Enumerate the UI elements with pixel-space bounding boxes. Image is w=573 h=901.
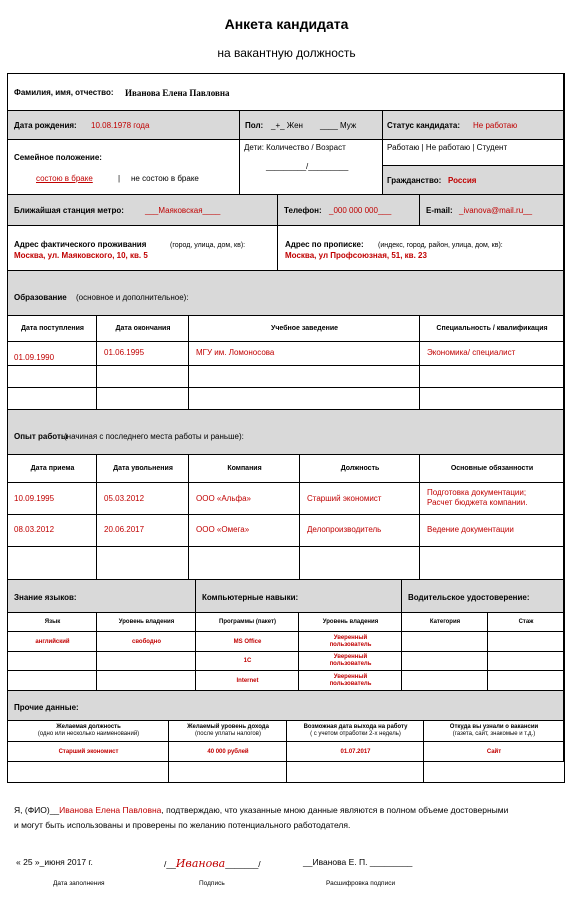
exp-end-value[interactable]: 20.06.2017 [104, 525, 145, 534]
table-cell[interactable] [287, 762, 424, 782]
education-hint: (основное и дополнительное): [76, 293, 189, 302]
table-cell[interactable] [97, 388, 189, 410]
table-cell[interactable] [97, 547, 189, 580]
marital-label: Семейное положение: [14, 153, 102, 162]
edu-header-spec [420, 316, 564, 342]
table-cell[interactable] [189, 483, 300, 515]
other-title-row [8, 691, 564, 721]
declaration-name[interactable]: Иванова Елена Павловна [59, 805, 162, 815]
sex-cell [240, 111, 383, 140]
addr-fact-value[interactable]: Москва, ул. Маяковского, 10, кв. 5 [14, 251, 148, 260]
exp-header-cell: Дата увольнения [113, 465, 173, 472]
lang-title-cell [8, 580, 196, 613]
table-cell[interactable] [97, 342, 189, 366]
other-header-cell [169, 721, 287, 742]
page-title: Анкета кандидата [224, 16, 349, 32]
exp-header-cell: Компания [227, 465, 262, 472]
table-cell[interactable] [402, 671, 488, 691]
table-cell[interactable] [169, 742, 287, 762]
skill-header-cell [196, 613, 299, 632]
table-cell[interactable] [420, 388, 564, 410]
caption-date: Дата заполнения [53, 880, 105, 887]
education-title: Образование [14, 293, 67, 302]
metro-value[interactable]: ___Маяковская____ [145, 206, 221, 215]
skill-header-programs: Программы (пакет) [219, 619, 276, 625]
other-header-cell [287, 721, 424, 742]
experience-title-row [8, 410, 564, 455]
marital-single[interactable]: не состою в браке [131, 174, 199, 183]
table-cell[interactable] [97, 671, 196, 691]
caption-signature: Подпись [199, 880, 225, 887]
experience-title: Опыт работы [14, 432, 68, 441]
edu-header-cell: Дата окончания [115, 325, 171, 332]
email-cell [420, 195, 564, 226]
children-cell [240, 140, 383, 195]
table-cell[interactable] [488, 632, 564, 652]
comp-title: Компьютерные навыки: [202, 593, 299, 602]
table-cell[interactable] [196, 632, 299, 652]
caption-decode: Расшифровка подписи [326, 880, 396, 887]
metro-cell [8, 195, 278, 226]
table-cell[interactable] [8, 342, 97, 366]
edu-spec-value[interactable]: Экономика/ специалист [427, 348, 516, 357]
other-header-source: Откуда вы узнали о вакансии [449, 724, 539, 730]
skill-header-level: Уровень владения [118, 619, 175, 625]
other-header-income: Желаемый уровень дохода [187, 724, 269, 730]
skill-header-cell [488, 613, 564, 632]
status-value[interactable]: Не работаю [473, 121, 518, 130]
dob-cell [8, 111, 240, 140]
sex-male[interactable]: ____ Муж [320, 121, 357, 130]
other-title: Прочие данные: [14, 703, 79, 712]
other-header-income-hint: (после уплаты налогов) [195, 731, 261, 737]
table-cell[interactable] [420, 342, 564, 366]
table-cell[interactable] [287, 742, 424, 762]
comp-title-cell [196, 580, 402, 613]
table-cell[interactable] [97, 632, 196, 652]
lang-value[interactable]: английский [35, 639, 70, 645]
signature-right: _______/ [225, 859, 261, 869]
children-label: Дети: Количество / Возраст [244, 143, 346, 152]
exp-header-cell: Дата приема [30, 465, 75, 472]
table-cell[interactable] [299, 632, 402, 652]
addr-fact-hint: (город, улица, дом, кв): [170, 242, 246, 249]
lang-level-value[interactable]: свободно [131, 639, 161, 645]
table-cell[interactable] [8, 547, 97, 580]
table-cell[interactable] [189, 342, 420, 366]
drv-title-cell [402, 580, 564, 613]
phone-cell [278, 195, 420, 226]
table-cell[interactable] [299, 671, 402, 691]
exp-position-value[interactable]: Делопроизводитель [307, 525, 382, 534]
edu-header-cell: Дата поступления [20, 325, 85, 332]
marital-separator: | [118, 174, 121, 183]
exp-company-value[interactable]: ООО «Омега» [196, 525, 250, 534]
program-level-value[interactable]: Уверенный [333, 654, 368, 660]
sex-female[interactable]: _+_ Жен [271, 121, 303, 130]
other-header-cell [424, 721, 564, 742]
signature: Иванова [175, 857, 226, 870]
exp-duties-value[interactable]: Расчет бюджета компании. [427, 498, 528, 507]
program-level-value[interactable]: пользователь [329, 642, 372, 648]
addr-fact-cell [8, 226, 278, 271]
start-date-value[interactable]: 01.07.2017 [340, 749, 371, 755]
metro-label: Ближайшая станция метро: [14, 206, 124, 215]
table-cell[interactable] [189, 515, 300, 547]
program-value[interactable]: 1С [243, 658, 252, 664]
table-cell[interactable] [8, 762, 169, 782]
table-cell[interactable] [300, 515, 420, 547]
exp-end-value[interactable]: 05.03.2012 [104, 494, 145, 503]
addr-fact-label: Адрес фактического проживания [14, 240, 147, 249]
table-cell[interactable] [488, 671, 564, 691]
signature-decode[interactable]: __Иванова Е. П. _________ [303, 857, 413, 867]
exp-duties-value[interactable]: Ведение документации [427, 525, 514, 534]
drv-title: Водительское удостоверение: [408, 593, 530, 602]
table-cell[interactable] [97, 515, 189, 547]
source-value[interactable]: Сайт [486, 749, 502, 755]
table-cell[interactable] [420, 483, 564, 515]
fio-value[interactable]: Иванова Елена Павловна [125, 88, 230, 98]
other-header-start-date-hint: ( с учетом отработки 2-х недель) [310, 731, 401, 737]
exp-start-value[interactable]: 08.03.2012 [14, 525, 55, 534]
experience-hint: (начиная с последнего места работы и раньше): [64, 432, 244, 441]
addr-reg-cell [278, 226, 564, 271]
exp-header-position [300, 455, 420, 483]
exp-header-cell: Основные обязанности [450, 465, 534, 472]
table-cell[interactable] [299, 652, 402, 671]
declaration-line-1 [14, 805, 508, 815]
citizenship-cell [383, 166, 564, 195]
exp-position-value[interactable]: Старший экономист [307, 494, 382, 503]
table-cell[interactable] [488, 652, 564, 671]
edu-header-cell: Учебное заведение [270, 325, 339, 332]
edu-school-value[interactable]: МГУ им. Ломоносова [196, 348, 275, 357]
skill-header-cell [402, 613, 488, 632]
candidate-form [7, 73, 565, 783]
table-cell[interactable] [402, 652, 488, 671]
sex-label: Пол: [245, 121, 264, 130]
table-cell[interactable] [300, 547, 420, 580]
email-label: E-mail: [426, 206, 453, 215]
table-cell[interactable] [8, 483, 97, 515]
program-level-value[interactable]: Уверенный [333, 635, 368, 641]
skill-header-lang: Язык [44, 619, 61, 625]
skill-header-cell [8, 613, 97, 632]
edu-header-cell: Специальность / квалификация [436, 325, 548, 332]
table-cell[interactable] [8, 632, 97, 652]
table-cell[interactable] [402, 632, 488, 652]
other-header-position-hint: (одно или несколько наименований) [37, 731, 140, 737]
table-cell[interactable] [8, 366, 97, 388]
table-cell[interactable] [169, 762, 287, 782]
exp-duties-value[interactable]: Подготовка документации; [427, 488, 527, 497]
table-cell[interactable] [8, 388, 97, 410]
declaration-prefix: Я, (ФИО)__ [14, 805, 60, 815]
citizenship-value[interactable]: Россия [448, 176, 477, 185]
status-options[interactable]: Работаю | Не работаю | Студент [387, 143, 508, 152]
edu-header-school [189, 316, 420, 342]
desired-income-value[interactable]: 40 000 рублей [207, 749, 249, 755]
exp-start-value[interactable]: 10.09.1995 [14, 494, 55, 503]
table-cell[interactable] [97, 366, 189, 388]
table-cell[interactable] [420, 547, 564, 580]
fill-date[interactable]: « 25 »_июня 2017 г. [16, 857, 93, 867]
addr-reg-label: Адрес по прописке: [285, 240, 364, 249]
other-header-position: Желаемая должность [56, 724, 121, 730]
addr-reg-hint: (индекс, город, район, улица, дом, кв): [378, 242, 503, 249]
addr-reg-value[interactable]: Москва, ул Профсоюзная, 51, кв. 23 [285, 251, 427, 260]
program-value[interactable]: MS Office [233, 639, 262, 645]
other-header-source-hint: (газета, сайт, знакомые и т.д.) [452, 731, 536, 737]
program-level-value[interactable]: Уверенный [333, 674, 368, 680]
desired-position-value[interactable]: Старший экономист [58, 749, 119, 755]
exp-header-company [189, 455, 300, 483]
declaration-text: , подтверждаю, что указанные мною данные являются в полном объеме достоверными [161, 805, 509, 815]
email-value[interactable]: _ivanova@mail.ru__ [459, 206, 533, 215]
fio-row [8, 74, 564, 111]
fio-label: Фамилия, имя, отчество: [14, 88, 114, 97]
skill-header-cell [299, 613, 402, 632]
program-level-value[interactable]: пользователь [329, 661, 372, 667]
phone-value[interactable]: _000 000 000___ [329, 206, 392, 215]
table-cell[interactable] [97, 652, 196, 671]
table-cell[interactable] [8, 671, 97, 691]
edu-header-start [8, 316, 97, 342]
marital-cell [8, 140, 240, 195]
table-cell[interactable] [196, 671, 299, 691]
exp-header-duties [420, 455, 564, 483]
table-cell[interactable] [189, 366, 420, 388]
skill-header-cell [97, 613, 196, 632]
table-cell[interactable] [8, 742, 169, 762]
children-blank[interactable]: _________/_________ [266, 162, 349, 171]
status-options-cell [383, 140, 564, 166]
table-cell[interactable] [424, 762, 564, 782]
table-cell[interactable] [424, 742, 564, 762]
table-cell[interactable] [196, 652, 299, 671]
status-cell [383, 111, 564, 140]
signature-left: /__ [164, 859, 176, 869]
dob-label: Дата рождения: [14, 121, 77, 130]
skill-header-level: Уровень владения [322, 619, 379, 625]
table-cell[interactable] [420, 515, 564, 547]
program-value[interactable]: Internet [236, 678, 259, 684]
declaration-line-2: и могут быть использованы и проверены по желанию потенциального работодателя. [14, 820, 351, 830]
status-label: Статус кандидата: [387, 121, 461, 130]
table-cell[interactable] [300, 483, 420, 515]
marital-married[interactable]: состою в браке [36, 174, 93, 183]
table-cell[interactable] [97, 483, 189, 515]
citizenship-label: Гражданство: [387, 176, 442, 185]
education-title-row [8, 271, 564, 316]
table-cell[interactable] [420, 366, 564, 388]
signature-field[interactable] [164, 857, 261, 870]
table-cell[interactable] [189, 388, 420, 410]
other-header-cell [8, 721, 169, 742]
table-cell[interactable] [8, 652, 97, 671]
skill-header-experience: Стаж [518, 619, 534, 625]
page-subtitle: на вакантную должность [217, 46, 356, 60]
exp-header-end [97, 455, 189, 483]
phone-label: Телефон: [284, 206, 322, 215]
table-cell[interactable] [8, 515, 97, 547]
exp-header-start [8, 455, 97, 483]
table-cell[interactable] [189, 547, 300, 580]
edu-start-value[interactable]: 01.09.1990 [14, 353, 55, 362]
program-level-value[interactable]: пользователь [329, 681, 372, 687]
dob-value[interactable]: 10.08.1978 года [91, 121, 150, 130]
edu-header-end [97, 316, 189, 342]
edu-end-value[interactable]: 01.06.1995 [104, 348, 145, 357]
lang-title: Знание языков: [14, 593, 77, 602]
skill-header-category: Категория [429, 619, 461, 625]
exp-header-cell: Должность [340, 465, 380, 472]
exp-company-value[interactable]: ООО «Альфа» [196, 494, 251, 503]
other-header-start-date: Возможная дата выхода на работу [303, 724, 408, 730]
